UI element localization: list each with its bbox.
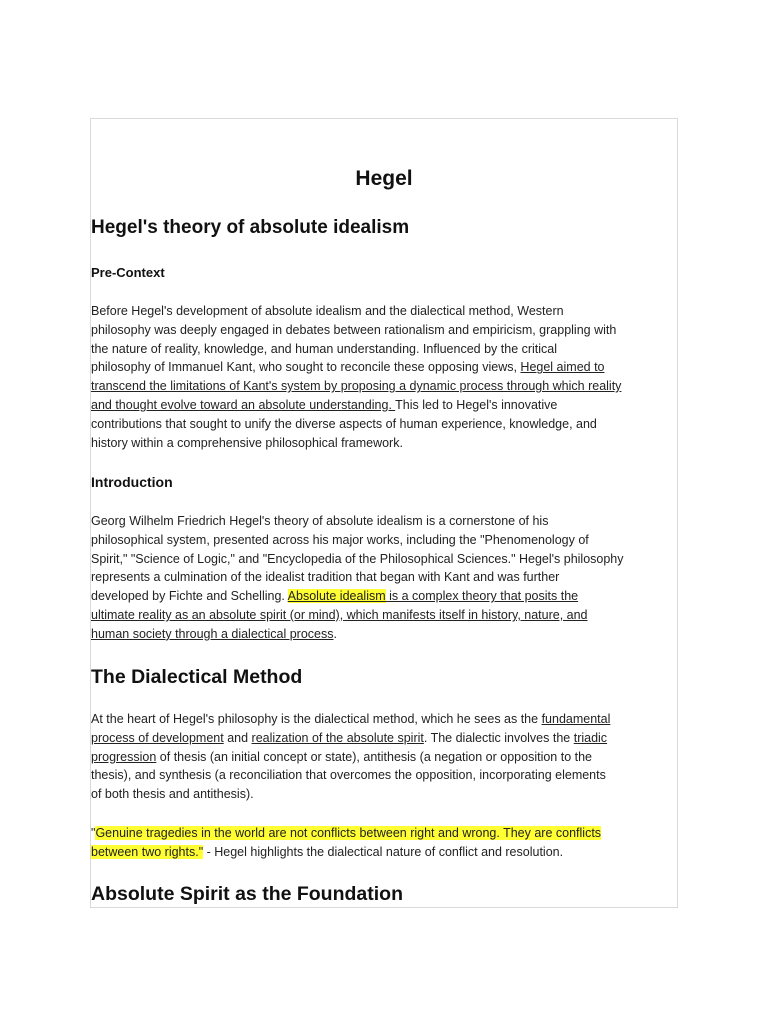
text-line: thesis), and synthesis (a reconciliation that overcomes the opposition, incorporating elements <box>91 768 606 783</box>
paragraph-quote <box>91 824 678 862</box>
text-run: - Hegel highlights the dialectical nature of conflict and resolution. <box>203 844 564 859</box>
text-line: philosophy was deeply engaged in debates between rationalism and empiricism, grappling with <box>91 322 617 337</box>
underlined-text: human society through a dialectical process <box>91 626 334 641</box>
text-line: contributions that sought to unify the diverse aspects of human experience, knowledge, and <box>91 416 597 431</box>
text-line <box>91 729 678 748</box>
text-line <box>91 824 678 843</box>
text-run: This led to Hegel's innovative <box>395 397 558 412</box>
text-line <box>91 710 678 729</box>
underlined-text: Hegel aimed to <box>520 360 605 375</box>
text-run: . <box>333 626 337 641</box>
document-title: Hegel <box>355 167 413 190</box>
text-line <box>91 587 678 606</box>
highlighted-quote: between two rights." <box>91 844 204 859</box>
text-run: and <box>223 730 252 745</box>
text-run: " <box>91 826 96 840</box>
heading-precontext: Pre-Context <box>91 265 165 280</box>
text-line <box>91 625 678 644</box>
paragraph-precontext <box>91 302 678 452</box>
underlined-text: transcend the limitations of Kant's system by proposing a dynamic process through which reality <box>91 379 622 394</box>
underlined-text: ultimate reality as an absolute spirit (or mind), which manifests itself in history, nature, and <box>91 607 588 622</box>
text-line: Before Hegel's development of absolute idealism and the dialectical method, Western <box>91 304 564 318</box>
text-run: of thesis (an initial concept or state), antithesis (a negation or opposition to the <box>156 749 592 764</box>
paragraph-dialectical <box>91 710 678 804</box>
text-line <box>91 843 678 862</box>
text-line: Spirit," "Science of Logic," and "Encyclopedia of the Philosophical Sciences." Hegel's philosophy <box>91 551 624 566</box>
underlined-text: progression <box>91 749 157 764</box>
underlined-text: and thought evolve toward an absolute understanding. <box>91 397 396 412</box>
highlighted-text: Absolute idealism <box>287 589 386 604</box>
underlined-text: triadic <box>573 730 608 745</box>
text-run: developed by Fichte and Schelling. <box>91 589 288 604</box>
underlined-text: process of development <box>91 730 224 745</box>
text-line: represents a culmination of the idealist tradition that began with Kant and was further <box>91 570 560 585</box>
underlined-text: fundamental <box>541 712 611 726</box>
heading-introduction: Introduction <box>91 474 173 490</box>
text-run: philosophy of Immanuel Kant, who sought to reconcile these opposing views, <box>91 360 521 375</box>
text-line: the nature of reality, knowledge, and human understanding. Influenced by the critical <box>91 341 558 356</box>
document-page <box>90 118 678 908</box>
paragraph-introduction <box>91 512 678 644</box>
heading-dialectical-method: The Dialectical Method <box>91 666 303 688</box>
text-line: history within a comprehensive philosophical framework. <box>91 435 403 450</box>
text-line: of both thesis and antithesis). <box>91 787 254 802</box>
text-run: . The dialectic involves the <box>423 730 574 745</box>
underlined-text: is a complex theory that posits the <box>385 589 579 604</box>
text-run: At the heart of Hegel's philosophy is the dialectical method, which he sees as the <box>91 712 542 726</box>
heading-theory: Hegel's theory of absolute idealism <box>91 217 410 238</box>
text-line: philosophical system, presented across his major works, including the "Phenomenology of <box>91 532 589 547</box>
text-line <box>91 396 678 415</box>
underlined-text: realization of the absolute spirit <box>251 730 424 745</box>
text-line: Georg Wilhelm Friedrich Hegel's theory of absolute idealism is a cornerstone of his <box>91 514 549 528</box>
text-line <box>91 748 678 767</box>
text-line <box>91 358 678 377</box>
highlighted-quote: Genuine tragedies in the world are not conflicts between right and wrong. They are conflicts <box>95 826 602 840</box>
heading-absolute-spirit: Absolute Spirit as the Foundation <box>91 883 403 905</box>
